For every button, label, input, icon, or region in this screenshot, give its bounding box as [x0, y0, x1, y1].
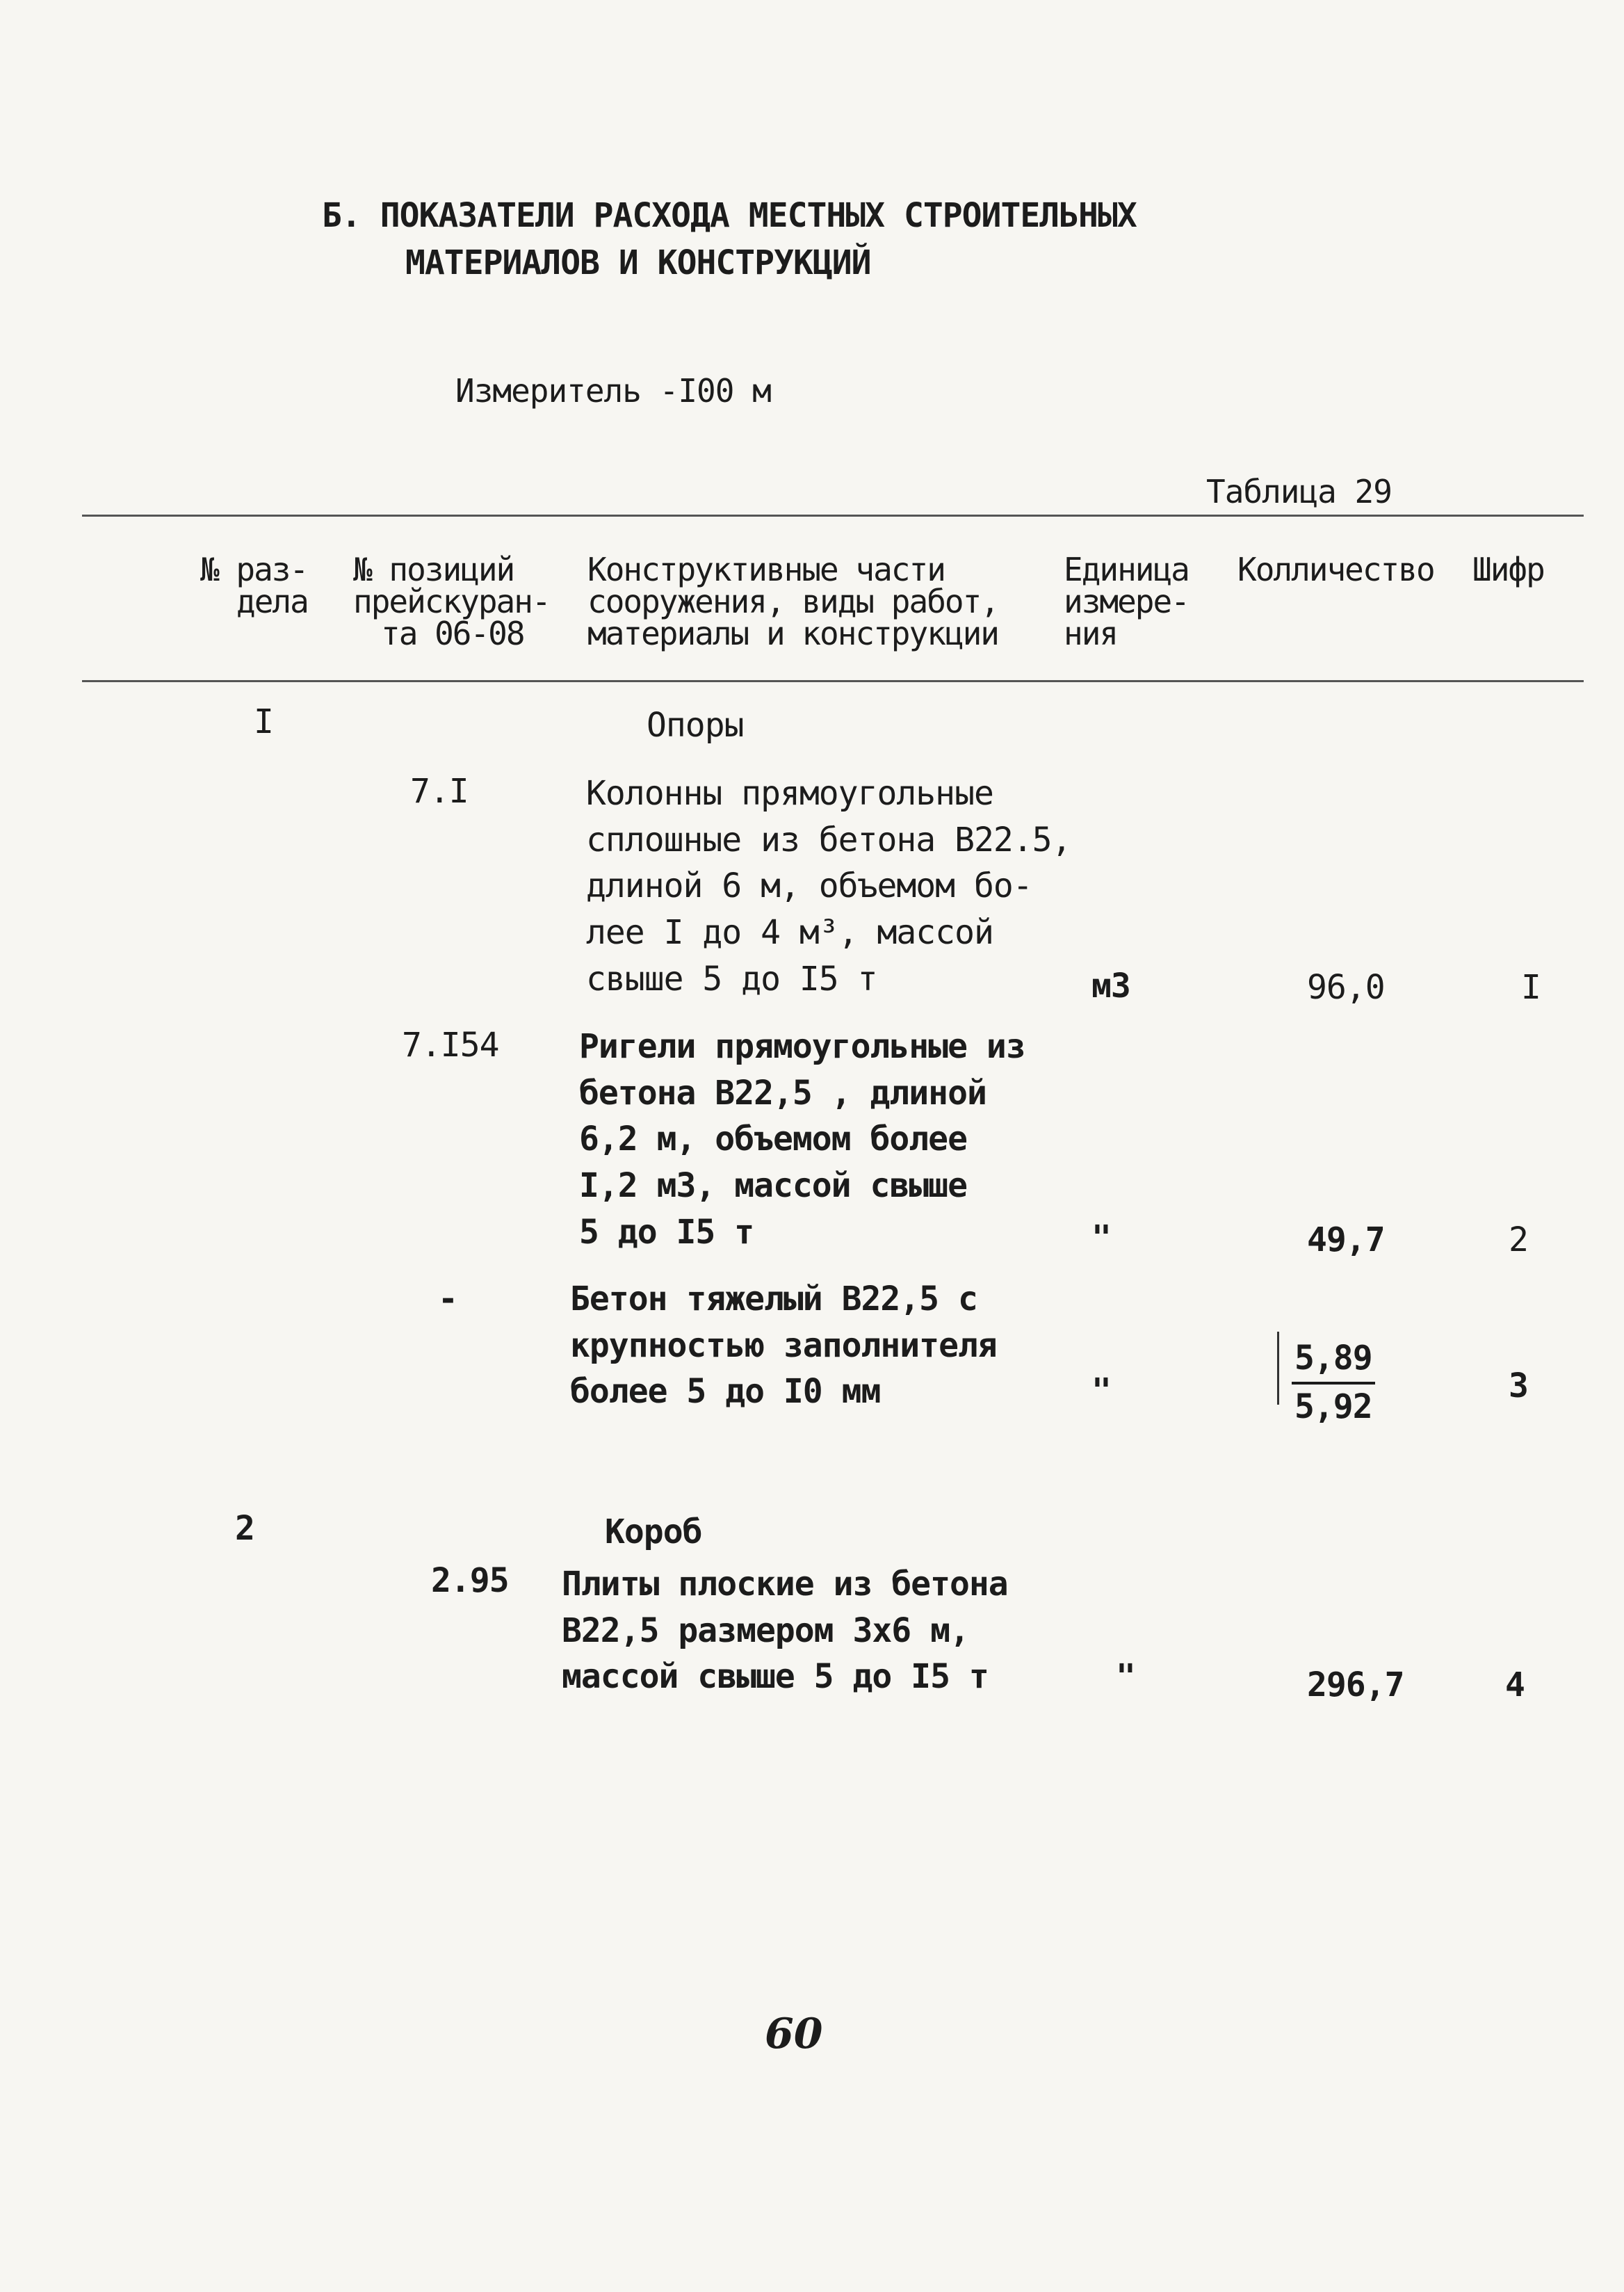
- col-header-quantity: Колличество: [1237, 551, 1434, 588]
- table-row-position: 7.I54: [402, 1026, 499, 1065]
- table-row-unit: ": [1091, 1371, 1111, 1410]
- table-row-quantity-fraction: [1292, 1339, 1375, 1426]
- table-row-unit: ": [1116, 1657, 1135, 1696]
- table-row-unit: м3: [1091, 967, 1130, 1006]
- table-row-quantity: 49,7: [1307, 1220, 1385, 1259]
- col-header-position: № позиций прейскуран- та 06-08: [353, 551, 550, 652]
- measure-label: Измеритель -I00 м: [455, 372, 771, 410]
- heading-line-2: МАТЕРИАЛОВ И КОНСТРУКЦИЙ: [405, 243, 871, 282]
- table-row-quantity: 296,7: [1307, 1665, 1404, 1704]
- table-row-quantity: 96,0: [1307, 968, 1385, 1007]
- section-title: Опоры: [647, 706, 744, 745]
- col-header-parts: Конструктивные части сооружения, виды работ, материалы и конструкции: [587, 551, 998, 652]
- section-title: Короб: [605, 1512, 702, 1551]
- table-top-rule: [82, 515, 1584, 517]
- table-row-description: Плиты плоские из бетона В22,5 размером 3х6 м, массой свыше 5 до I5 т: [562, 1565, 1008, 1697]
- table-row-code: 3: [1509, 1366, 1528, 1405]
- table-row-unit: ": [1091, 1218, 1111, 1257]
- section-number: I: [254, 702, 273, 741]
- page-number: 60: [765, 2010, 823, 2058]
- table-row-position: 7.I: [410, 772, 469, 811]
- table-header-rule: [82, 680, 1584, 682]
- col-header-section: № раз- дела: [200, 551, 308, 620]
- table-row-description: Бетон тяжелый В22,5 с крупностью заполнителя более 5 до I0 мм: [570, 1280, 997, 1412]
- section-number: 2: [235, 1509, 254, 1548]
- table-row-description: Ригели прямоугольные из бетона В22,5 , длиной 6,2 м, объемом более I,2 м3, массой свыше 5 до I5 т: [579, 1027, 1025, 1252]
- quantity-bracket-line: [1277, 1332, 1279, 1405]
- table-row-code: I: [1521, 968, 1541, 1007]
- table-row-code: 2: [1509, 1220, 1528, 1259]
- heading-line-1: Б. ПОКАЗАТЕЛИ РАСХОДА МЕСТНЫХ СТРОИТЕЛЬНЫХ: [322, 196, 1137, 235]
- table-number: Таблица 29: [1206, 473, 1392, 510]
- col-header-code: Шифр: [1472, 551, 1544, 588]
- table-row-position: -: [438, 1280, 457, 1318]
- quantity-denominator: 5,92: [1294, 1387, 1372, 1426]
- col-header-unit: Единица измере- ния: [1064, 551, 1189, 652]
- table-row-position: 2.95: [431, 1561, 509, 1600]
- table-row-code: 4: [1505, 1665, 1525, 1704]
- table-row-description: Колонны прямоугольные сплошные из бетона В22.5, длиной 6 м, объемом бо- лее I до 4 м³, массой свыше 5 до I5 т: [586, 774, 1071, 999]
- quantity-numerator: 5,89: [1292, 1339, 1375, 1385]
